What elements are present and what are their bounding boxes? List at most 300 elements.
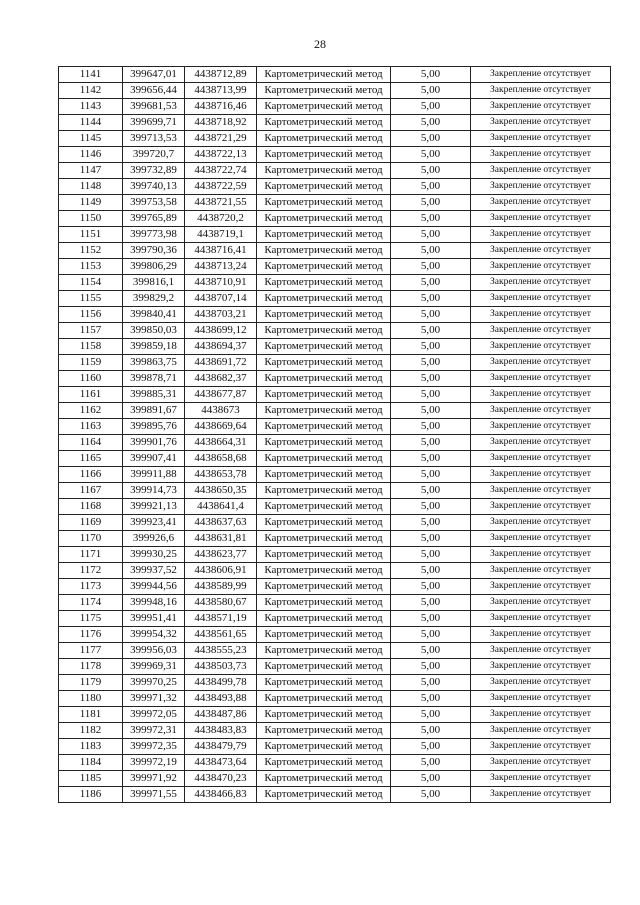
table-row <box>59 499 611 515</box>
point-number-cell: 1184 <box>59 755 123 771</box>
point-number-cell: 1182 <box>59 723 123 739</box>
fixation-cell: Закрепление отсутствует <box>471 243 611 259</box>
fixation-cell: Закрепление отсутствует <box>471 387 611 403</box>
table-row <box>59 115 611 131</box>
x-coordinate-cell: 399895,76 <box>123 419 185 435</box>
x-coordinate-cell: 399971,55 <box>123 787 185 803</box>
y-coordinate-cell: 4438503,73 <box>185 659 257 675</box>
method-cell: Картометрический метод <box>257 499 391 515</box>
point-number-cell: 1147 <box>59 163 123 179</box>
fixation-cell: Закрепление отсутствует <box>471 67 611 83</box>
point-number-cell: 1148 <box>59 179 123 195</box>
method-cell: Картометрический метод <box>257 227 391 243</box>
point-number-cell: 1149 <box>59 195 123 211</box>
x-coordinate-cell: 399907,41 <box>123 451 185 467</box>
error-cell: 5,00 <box>391 739 471 755</box>
point-number-cell: 1152 <box>59 243 123 259</box>
table-row <box>59 371 611 387</box>
method-cell: Картометрический метод <box>257 83 391 99</box>
method-cell: Картометрический метод <box>257 211 391 227</box>
method-cell: Картометрический метод <box>257 419 391 435</box>
error-cell: 5,00 <box>391 627 471 643</box>
error-cell: 5,00 <box>391 755 471 771</box>
error-cell: 5,00 <box>391 259 471 275</box>
fixation-cell: Закрепление отсутствует <box>471 371 611 387</box>
y-coordinate-cell: 4438650,35 <box>185 483 257 499</box>
x-coordinate-cell: 399969,31 <box>123 659 185 675</box>
point-number-cell: 1178 <box>59 659 123 675</box>
y-coordinate-cell: 4438677,87 <box>185 387 257 403</box>
fixation-cell: Закрепление отсутствует <box>471 467 611 483</box>
error-cell: 5,00 <box>391 659 471 675</box>
fixation-cell: Закрепление отсутствует <box>471 115 611 131</box>
fixation-cell: Закрепление отсутствует <box>471 403 611 419</box>
x-coordinate-cell: 399859,18 <box>123 339 185 355</box>
method-cell: Картометрический метод <box>257 723 391 739</box>
point-number-cell: 1164 <box>59 435 123 451</box>
table-row <box>59 755 611 771</box>
fixation-cell: Закрепление отсутствует <box>471 435 611 451</box>
point-number-cell: 1186 <box>59 787 123 803</box>
y-coordinate-cell: 4438713,24 <box>185 259 257 275</box>
error-cell: 5,00 <box>391 499 471 515</box>
table-row <box>59 147 611 163</box>
x-coordinate-cell: 399972,31 <box>123 723 185 739</box>
method-cell: Картометрический метод <box>257 579 391 595</box>
point-number-cell: 1183 <box>59 739 123 755</box>
error-cell: 5,00 <box>391 243 471 259</box>
point-number-cell: 1179 <box>59 675 123 691</box>
method-cell: Картометрический метод <box>257 147 391 163</box>
y-coordinate-cell: 4438691,72 <box>185 355 257 371</box>
coordinates-table <box>58 66 611 803</box>
table-row <box>59 163 611 179</box>
fixation-cell: Закрепление отсутствует <box>471 195 611 211</box>
fixation-cell: Закрепление отсутствует <box>471 291 611 307</box>
x-coordinate-cell: 399863,75 <box>123 355 185 371</box>
x-coordinate-cell: 399970,25 <box>123 675 185 691</box>
method-cell: Картометрический метод <box>257 355 391 371</box>
point-number-cell: 1161 <box>59 387 123 403</box>
error-cell: 5,00 <box>391 723 471 739</box>
point-number-cell: 1168 <box>59 499 123 515</box>
error-cell: 5,00 <box>391 483 471 499</box>
table-row <box>59 275 611 291</box>
table-row <box>59 435 611 451</box>
table-row <box>59 451 611 467</box>
table-row <box>59 83 611 99</box>
y-coordinate-cell: 4438571,19 <box>185 611 257 627</box>
y-coordinate-cell: 4438716,41 <box>185 243 257 259</box>
y-coordinate-cell: 4438623,77 <box>185 547 257 563</box>
table-row <box>59 227 611 243</box>
method-cell: Картометрический метод <box>257 163 391 179</box>
method-cell: Картометрический метод <box>257 99 391 115</box>
method-cell: Картометрический метод <box>257 595 391 611</box>
method-cell: Картометрический метод <box>257 291 391 307</box>
method-cell: Картометрический метод <box>257 67 391 83</box>
method-cell: Картометрический метод <box>257 179 391 195</box>
method-cell: Картометрический метод <box>257 275 391 291</box>
point-number-cell: 1167 <box>59 483 123 499</box>
method-cell: Картометрический метод <box>257 563 391 579</box>
error-cell: 5,00 <box>391 451 471 467</box>
error-cell: 5,00 <box>391 435 471 451</box>
method-cell: Картометрический метод <box>257 259 391 275</box>
error-cell: 5,00 <box>391 515 471 531</box>
fixation-cell: Закрепление отсутствует <box>471 275 611 291</box>
fixation-cell: Закрепление отсутствует <box>471 83 611 99</box>
y-coordinate-cell: 4438466,83 <box>185 787 257 803</box>
fixation-cell: Закрепление отсутствует <box>471 179 611 195</box>
x-coordinate-cell: 399885,31 <box>123 387 185 403</box>
error-cell: 5,00 <box>391 787 471 803</box>
error-cell: 5,00 <box>391 579 471 595</box>
x-coordinate-cell: 399790,36 <box>123 243 185 259</box>
error-cell: 5,00 <box>391 99 471 115</box>
table-row <box>59 403 611 419</box>
x-coordinate-cell: 399948,16 <box>123 595 185 611</box>
y-coordinate-cell: 4438718,92 <box>185 115 257 131</box>
error-cell: 5,00 <box>391 675 471 691</box>
y-coordinate-cell: 4438713,99 <box>185 83 257 99</box>
fixation-cell: Закрепление отсутствует <box>471 707 611 723</box>
y-coordinate-cell: 4438703,21 <box>185 307 257 323</box>
table-row <box>59 355 611 371</box>
error-cell: 5,00 <box>391 643 471 659</box>
y-coordinate-cell: 4438669,64 <box>185 419 257 435</box>
table-row <box>59 675 611 691</box>
error-cell: 5,00 <box>391 131 471 147</box>
fixation-cell: Закрепление отсутствует <box>471 323 611 339</box>
error-cell: 5,00 <box>391 291 471 307</box>
error-cell: 5,00 <box>391 547 471 563</box>
table-row <box>59 643 611 659</box>
table-row <box>59 467 611 483</box>
method-cell: Картометрический метод <box>257 755 391 771</box>
method-cell: Картометрический метод <box>257 483 391 499</box>
method-cell: Картометрический метод <box>257 787 391 803</box>
fixation-cell: Закрепление отсутствует <box>471 627 611 643</box>
point-number-cell: 1151 <box>59 227 123 243</box>
fixation-cell: Закрепление отсутствует <box>471 787 611 803</box>
table-row <box>59 611 611 627</box>
point-number-cell: 1175 <box>59 611 123 627</box>
point-number-cell: 1150 <box>59 211 123 227</box>
table-row <box>59 707 611 723</box>
x-coordinate-cell: 399753,58 <box>123 195 185 211</box>
y-coordinate-cell: 4438561,65 <box>185 627 257 643</box>
fixation-cell: Закрепление отсутствует <box>471 611 611 627</box>
method-cell: Картометрический метод <box>257 323 391 339</box>
fixation-cell: Закрепление отсутствует <box>471 675 611 691</box>
method-cell: Картометрический метод <box>257 131 391 147</box>
x-coordinate-cell: 399923,41 <box>123 515 185 531</box>
table-row <box>59 723 611 739</box>
fixation-cell: Закрепление отсутствует <box>471 691 611 707</box>
y-coordinate-cell: 4438499,78 <box>185 675 257 691</box>
x-coordinate-cell: 399956,03 <box>123 643 185 659</box>
y-coordinate-cell: 4438722,74 <box>185 163 257 179</box>
y-coordinate-cell: 4438694,37 <box>185 339 257 355</box>
x-coordinate-cell: 399773,98 <box>123 227 185 243</box>
table-row <box>59 515 611 531</box>
method-cell: Картометрический метод <box>257 771 391 787</box>
table-row <box>59 483 611 499</box>
fixation-cell: Закрепление отсутствует <box>471 451 611 467</box>
x-coordinate-cell: 399891,67 <box>123 403 185 419</box>
method-cell: Картометрический метод <box>257 467 391 483</box>
method-cell: Картометрический метод <box>257 691 391 707</box>
table-row <box>59 307 611 323</box>
method-cell: Картометрический метод <box>257 659 391 675</box>
error-cell: 5,00 <box>391 227 471 243</box>
x-coordinate-cell: 399699,71 <box>123 115 185 131</box>
table-body <box>59 67 611 803</box>
point-number-cell: 1172 <box>59 563 123 579</box>
error-cell: 5,00 <box>391 323 471 339</box>
error-cell: 5,00 <box>391 211 471 227</box>
y-coordinate-cell: 4438470,23 <box>185 771 257 787</box>
y-coordinate-cell: 4438555,23 <box>185 643 257 659</box>
fixation-cell: Закрепление отсутствует <box>471 771 611 787</box>
point-number-cell: 1154 <box>59 275 123 291</box>
fixation-cell: Закрепление отсутствует <box>471 163 611 179</box>
fixation-cell: Закрепление отсутствует <box>471 99 611 115</box>
y-coordinate-cell: 4438716,46 <box>185 99 257 115</box>
point-number-cell: 1169 <box>59 515 123 531</box>
table-row <box>59 243 611 259</box>
table-row <box>59 195 611 211</box>
x-coordinate-cell: 399656,44 <box>123 83 185 99</box>
table-row <box>59 211 611 227</box>
table-row <box>59 131 611 147</box>
point-number-cell: 1158 <box>59 339 123 355</box>
point-number-cell: 1157 <box>59 323 123 339</box>
method-cell: Картометрический метод <box>257 515 391 531</box>
y-coordinate-cell: 4438722,59 <box>185 179 257 195</box>
x-coordinate-cell: 399647,01 <box>123 67 185 83</box>
table-row <box>59 563 611 579</box>
y-coordinate-cell: 4438720,2 <box>185 211 257 227</box>
x-coordinate-cell: 399930,25 <box>123 547 185 563</box>
error-cell: 5,00 <box>391 147 471 163</box>
y-coordinate-cell: 4438658,68 <box>185 451 257 467</box>
fixation-cell: Закрепление отсутствует <box>471 419 611 435</box>
fixation-cell: Закрепление отсутствует <box>471 147 611 163</box>
point-number-cell: 1180 <box>59 691 123 707</box>
method-cell: Картометрический метод <box>257 403 391 419</box>
table-row <box>59 771 611 787</box>
point-number-cell: 1171 <box>59 547 123 563</box>
y-coordinate-cell: 4438589,99 <box>185 579 257 595</box>
method-cell: Картометрический метод <box>257 531 391 547</box>
y-coordinate-cell: 4438487,86 <box>185 707 257 723</box>
x-coordinate-cell: 399840,41 <box>123 307 185 323</box>
point-number-cell: 1159 <box>59 355 123 371</box>
fixation-cell: Закрепление отсутствует <box>471 259 611 275</box>
fixation-cell: Закрепление отсутствует <box>471 563 611 579</box>
y-coordinate-cell: 4438682,37 <box>185 371 257 387</box>
x-coordinate-cell: 399713,53 <box>123 131 185 147</box>
point-number-cell: 1166 <box>59 467 123 483</box>
y-coordinate-cell: 4438479,79 <box>185 739 257 755</box>
error-cell: 5,00 <box>391 83 471 99</box>
method-cell: Картометрический метод <box>257 451 391 467</box>
error-cell: 5,00 <box>391 307 471 323</box>
x-coordinate-cell: 399926,6 <box>123 531 185 547</box>
x-coordinate-cell: 399971,92 <box>123 771 185 787</box>
point-number-cell: 1176 <box>59 627 123 643</box>
x-coordinate-cell: 399720,7 <box>123 147 185 163</box>
x-coordinate-cell: 399972,05 <box>123 707 185 723</box>
point-number-cell: 1163 <box>59 419 123 435</box>
x-coordinate-cell: 399914,73 <box>123 483 185 499</box>
x-coordinate-cell: 399971,32 <box>123 691 185 707</box>
table-row <box>59 739 611 755</box>
fixation-cell: Закрепление отсутствует <box>471 307 611 323</box>
y-coordinate-cell: 4438721,55 <box>185 195 257 211</box>
error-cell: 5,00 <box>391 355 471 371</box>
method-cell: Картометрический метод <box>257 675 391 691</box>
error-cell: 5,00 <box>391 611 471 627</box>
y-coordinate-cell: 4438641,4 <box>185 499 257 515</box>
fixation-cell: Закрепление отсутствует <box>471 483 611 499</box>
method-cell: Картометрический метод <box>257 707 391 723</box>
method-cell: Картометрический метод <box>257 739 391 755</box>
point-number-cell: 1181 <box>59 707 123 723</box>
error-cell: 5,00 <box>391 403 471 419</box>
fixation-cell: Закрепление отсутствует <box>471 595 611 611</box>
method-cell: Картометрический метод <box>257 387 391 403</box>
error-cell: 5,00 <box>391 67 471 83</box>
x-coordinate-cell: 399901,76 <box>123 435 185 451</box>
error-cell: 5,00 <box>391 387 471 403</box>
table-row <box>59 259 611 275</box>
error-cell: 5,00 <box>391 563 471 579</box>
y-coordinate-cell: 4438707,14 <box>185 291 257 307</box>
y-coordinate-cell: 4438673 <box>185 403 257 419</box>
method-cell: Картометрический метод <box>257 243 391 259</box>
y-coordinate-cell: 4438722,13 <box>185 147 257 163</box>
table-row <box>59 787 611 803</box>
fixation-cell: Закрепление отсутствует <box>471 227 611 243</box>
method-cell: Картометрический метод <box>257 435 391 451</box>
table-row <box>59 547 611 563</box>
y-coordinate-cell: 4438664,31 <box>185 435 257 451</box>
error-cell: 5,00 <box>391 275 471 291</box>
y-coordinate-cell: 4438710,91 <box>185 275 257 291</box>
x-coordinate-cell: 399816,1 <box>123 275 185 291</box>
x-coordinate-cell: 399878,71 <box>123 371 185 387</box>
fixation-cell: Закрепление отсутствует <box>471 211 611 227</box>
point-number-cell: 1177 <box>59 643 123 659</box>
table-row <box>59 99 611 115</box>
table-row <box>59 291 611 307</box>
y-coordinate-cell: 4438699,12 <box>185 323 257 339</box>
x-coordinate-cell: 399681,53 <box>123 99 185 115</box>
y-coordinate-cell: 4438606,91 <box>185 563 257 579</box>
fixation-cell: Закрепление отсутствует <box>471 579 611 595</box>
error-cell: 5,00 <box>391 707 471 723</box>
point-number-cell: 1146 <box>59 147 123 163</box>
x-coordinate-cell: 399806,29 <box>123 259 185 275</box>
point-number-cell: 1142 <box>59 83 123 99</box>
fixation-cell: Закрепление отсутствует <box>471 547 611 563</box>
x-coordinate-cell: 399732,89 <box>123 163 185 179</box>
x-coordinate-cell: 399972,35 <box>123 739 185 755</box>
x-coordinate-cell: 399944,56 <box>123 579 185 595</box>
fixation-cell: Закрепление отсутствует <box>471 131 611 147</box>
y-coordinate-cell: 4438719,1 <box>185 227 257 243</box>
x-coordinate-cell: 399954,32 <box>123 627 185 643</box>
fixation-cell: Закрепление отсутствует <box>471 531 611 547</box>
fixation-cell: Закрепление отсутствует <box>471 643 611 659</box>
method-cell: Картометрический метод <box>257 307 391 323</box>
table-row <box>59 419 611 435</box>
x-coordinate-cell: 399850,03 <box>123 323 185 339</box>
table-row <box>59 323 611 339</box>
fixation-cell: Закрепление отсутствует <box>471 723 611 739</box>
error-cell: 5,00 <box>391 371 471 387</box>
error-cell: 5,00 <box>391 195 471 211</box>
x-coordinate-cell: 399765,89 <box>123 211 185 227</box>
point-number-cell: 1141 <box>59 67 123 83</box>
y-coordinate-cell: 4438483,83 <box>185 723 257 739</box>
method-cell: Картометрический метод <box>257 371 391 387</box>
method-cell: Картометрический метод <box>257 115 391 131</box>
fixation-cell: Закрепление отсутствует <box>471 515 611 531</box>
x-coordinate-cell: 399829,2 <box>123 291 185 307</box>
error-cell: 5,00 <box>391 419 471 435</box>
error-cell: 5,00 <box>391 691 471 707</box>
method-cell: Картометрический метод <box>257 547 391 563</box>
point-number-cell: 1185 <box>59 771 123 787</box>
fixation-cell: Закрепление отсутствует <box>471 339 611 355</box>
fixation-cell: Закрепление отсутствует <box>471 739 611 755</box>
point-number-cell: 1165 <box>59 451 123 467</box>
error-cell: 5,00 <box>391 115 471 131</box>
y-coordinate-cell: 4438721,29 <box>185 131 257 147</box>
table-row <box>59 339 611 355</box>
y-coordinate-cell: 4438631,81 <box>185 531 257 547</box>
error-cell: 5,00 <box>391 339 471 355</box>
table-row <box>59 179 611 195</box>
fixation-cell: Закрепление отсутствует <box>471 755 611 771</box>
x-coordinate-cell: 399921,13 <box>123 499 185 515</box>
x-coordinate-cell: 399951,41 <box>123 611 185 627</box>
point-number-cell: 1174 <box>59 595 123 611</box>
y-coordinate-cell: 4438712,89 <box>185 67 257 83</box>
error-cell: 5,00 <box>391 179 471 195</box>
y-coordinate-cell: 4438637,63 <box>185 515 257 531</box>
point-number-cell: 1155 <box>59 291 123 307</box>
table-row <box>59 659 611 675</box>
fixation-cell: Закрепление отсутствует <box>471 499 611 515</box>
point-number-cell: 1160 <box>59 371 123 387</box>
table-row <box>59 579 611 595</box>
y-coordinate-cell: 4438493,88 <box>185 691 257 707</box>
error-cell: 5,00 <box>391 467 471 483</box>
method-cell: Картометрический метод <box>257 627 391 643</box>
table-row <box>59 67 611 83</box>
method-cell: Картометрический метод <box>257 611 391 627</box>
point-number-cell: 1145 <box>59 131 123 147</box>
fixation-cell: Закрепление отсутствует <box>471 355 611 371</box>
point-number-cell: 1144 <box>59 115 123 131</box>
y-coordinate-cell: 4438653,78 <box>185 467 257 483</box>
method-cell: Картометрический метод <box>257 643 391 659</box>
